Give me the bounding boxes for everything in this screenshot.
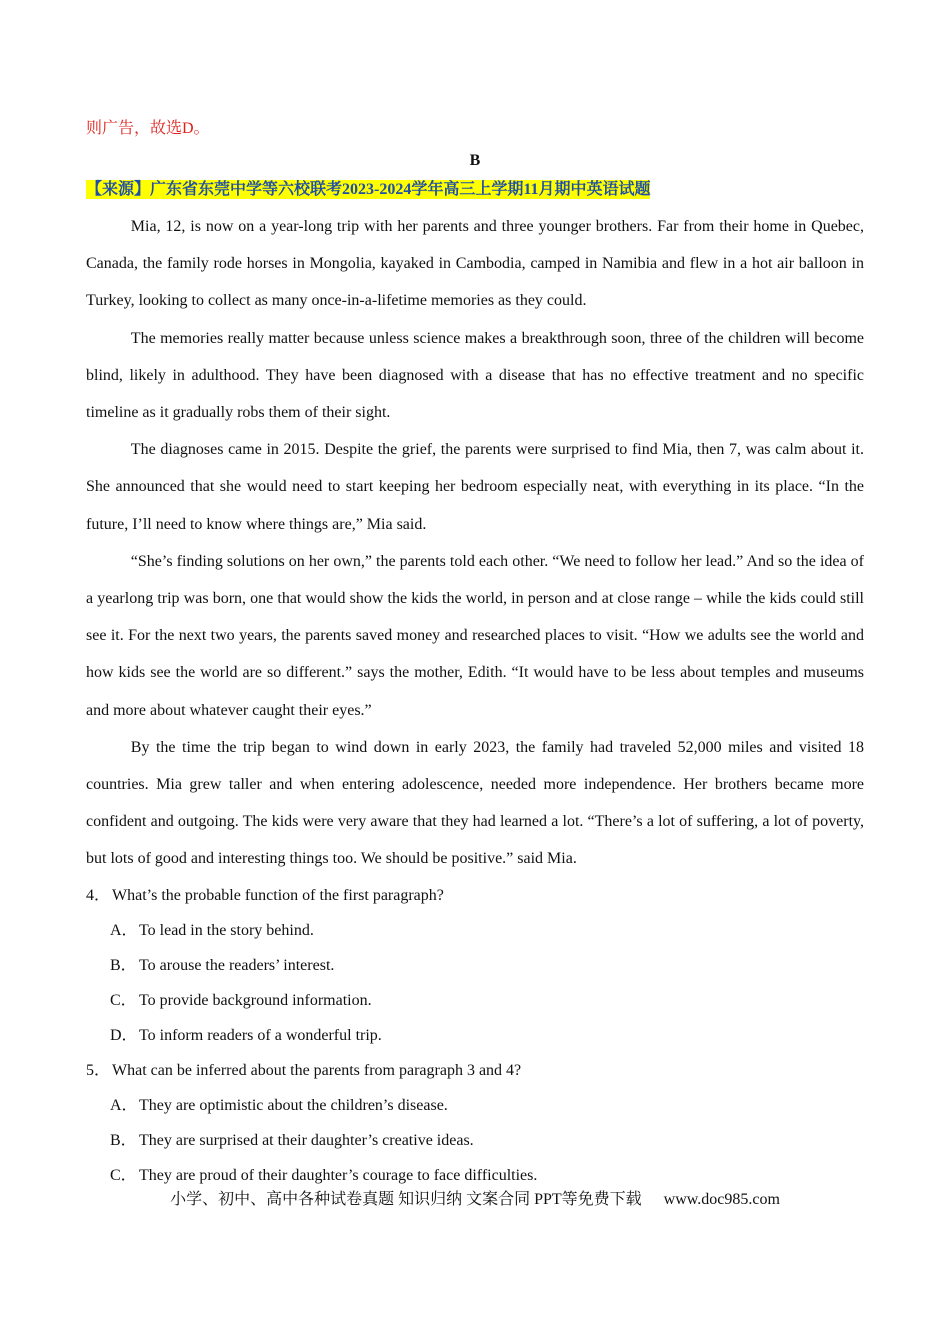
passage-paragraph: The memories really matter because unless science makes a breakthrough soon, three of the children will become blind, likely in adulthood. They have been diagnosed with a disease that has no effective treatment and no specific timeline as it gradually robs them of their sight. bbox=[86, 329, 864, 422]
option-label: B． bbox=[110, 1131, 137, 1149]
option-text: To arouse the readers’ interest. bbox=[139, 956, 335, 974]
question-5-option-b bbox=[110, 1123, 864, 1158]
question-4 bbox=[86, 878, 864, 913]
question-text: What’s the probable function of the first paragraph? bbox=[112, 886, 444, 904]
option-label: D． bbox=[110, 1026, 138, 1044]
option-text: To lead in the story behind. bbox=[139, 921, 314, 939]
passage-paragraph: Mia, 12, is now on a year-long trip with her parents and three younger brothers. Far from their home in Quebec, Canada, the family rode horses in Mongolia, kayaked in Cambodia, camped in Namibia and flew in a hot air balloon in Turkey, looking to collect as many once-in-a-lifetime memories as they could. bbox=[86, 218, 864, 310]
question-5 bbox=[86, 1053, 864, 1088]
question-text: What can be inferred about the parents from paragraph 3 and 4? bbox=[112, 1061, 522, 1079]
option-text: To provide background information. bbox=[139, 991, 372, 1009]
question-number: 4． bbox=[86, 886, 111, 904]
option-label: A． bbox=[110, 1096, 138, 1114]
option-text: They are optimistic about the children’s disease. bbox=[139, 1096, 448, 1114]
question-4-option-a bbox=[110, 913, 864, 948]
question-number: 5． bbox=[86, 1061, 111, 1079]
reading-passage bbox=[86, 208, 864, 878]
option-text: They are surprised at their daughter’s creative ideas. bbox=[139, 1131, 474, 1149]
option-label: C． bbox=[110, 1166, 137, 1184]
question-list bbox=[86, 878, 864, 1193]
footer-text: 小学、初中、高中各种试卷真题 知识归纳 文案合同 PPT等免费下载 bbox=[170, 1191, 642, 1208]
question-4-option-c bbox=[110, 983, 864, 1018]
option-text: To inform readers of a wonderful trip. bbox=[139, 1026, 382, 1044]
section-letter: B bbox=[469, 152, 481, 169]
document-page bbox=[86, 118, 864, 1193]
option-label: B． bbox=[110, 956, 137, 974]
question-5-option-a bbox=[110, 1088, 864, 1123]
passage-paragraph: “She’s finding solutions on her own,” the parents told each other. “We need to follow her lead.” And so the idea of a yearlong trip was born, one that would show the kids the world, in person and at close range – while the kids could still see it. For the next two years, the parents saved money and researched places to visit. “How we adults see the world and how kids see the world are so different.” says the mother, Edith. “It would have to be less about temples and museums and more about whatever caught their eyes.” bbox=[86, 552, 864, 719]
source-highlight: 【来源】广东省东莞中学等六校联考2023-2024学年高三上学期11月期中英语试题 bbox=[86, 181, 651, 198]
option-label: C． bbox=[110, 991, 137, 1009]
answer-note: 则广告，故选D。 bbox=[86, 120, 210, 137]
question-4-option-d bbox=[110, 1018, 864, 1053]
page-footer bbox=[0, 1188, 950, 1212]
footer-url[interactable]: www.doc985.com bbox=[663, 1191, 780, 1208]
question-4-option-b bbox=[110, 948, 864, 983]
passage-paragraph: The diagnoses came in 2015. Despite the grief, the parents were surprised to find Mia, then 7, was calm about it. She announced that she would need to start keeping her bedroom especially neat, with everything in its place. “In the future, I’ll need to know where things are,” Mia said. bbox=[86, 441, 864, 533]
passage-paragraph: By the time the trip began to wind down in early 2023, the family had traveled 52,000 miles and visited 18 countries. Mia grew taller and when entering adolescence, needed more independence. Her brothers became more confident and outgoing. The kids were very aware that they had learned a lot. “There’s a lot of suffering, a lot of poverty, but lots of good and interesting things too. We should be positive.” said Mia. bbox=[86, 738, 864, 868]
option-label: A． bbox=[110, 921, 138, 939]
source-line bbox=[86, 178, 864, 202]
option-text: They are proud of their daughter’s courage to face difficulties. bbox=[139, 1166, 538, 1184]
